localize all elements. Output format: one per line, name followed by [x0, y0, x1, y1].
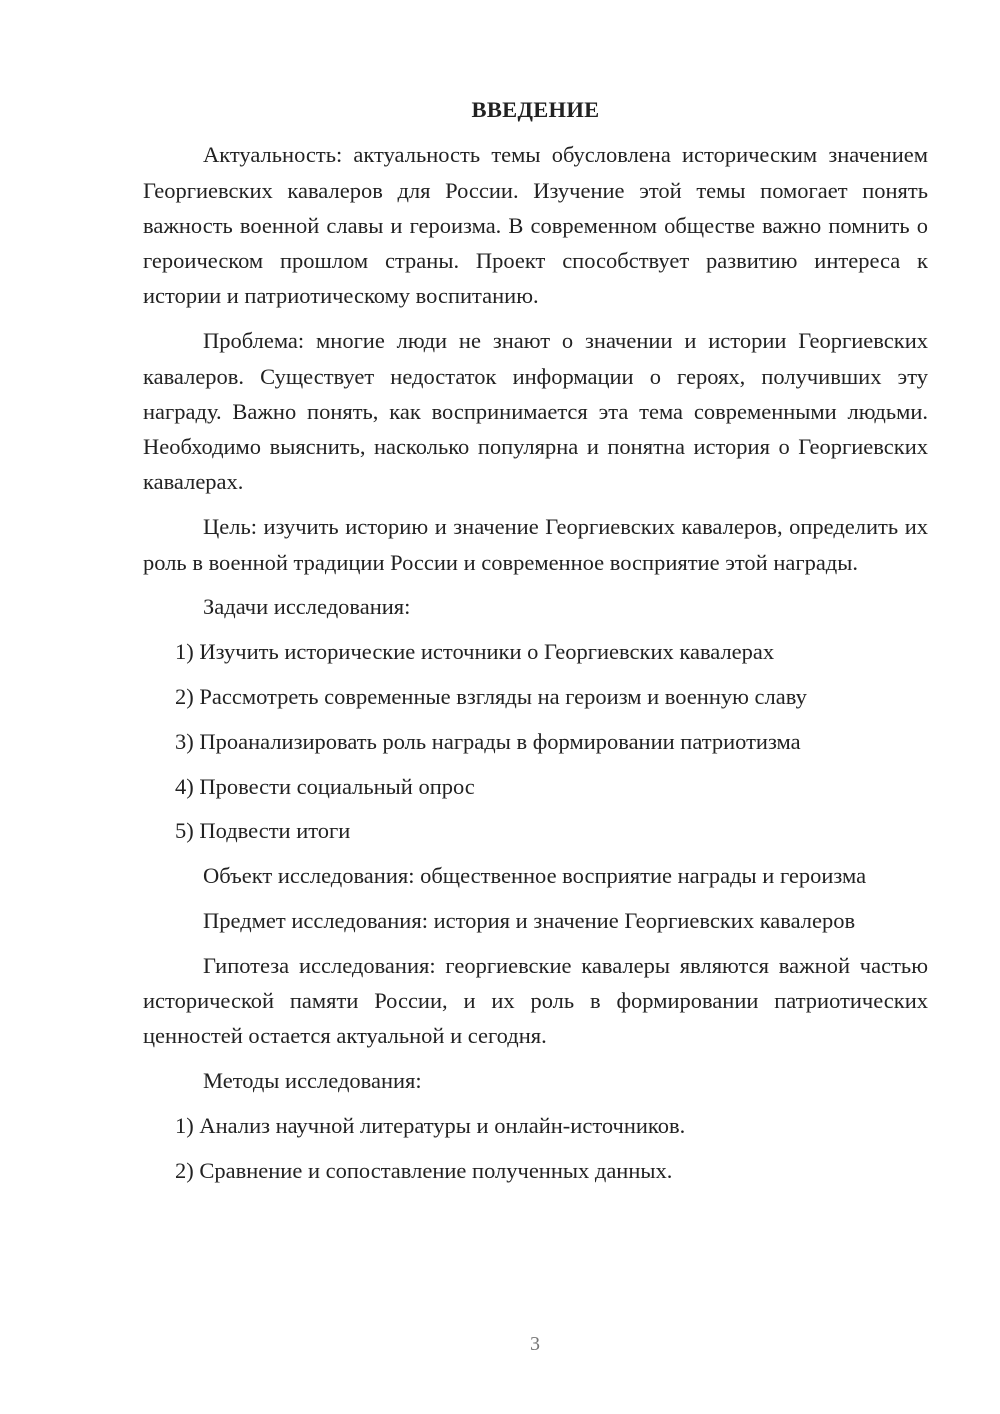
task-item-3: 3) Проанализировать роль награды в формировании патриотизма — [175, 728, 801, 754]
methods-list — [143, 1108, 928, 1188]
hypothesis-paragraph: Гипотеза исследования: георгиевские кавалеры являются важной частью исторической памяти России, и их роль в формировании патриотических ценностей остается актуальной и сегодня. — [143, 952, 928, 1049]
subject-paragraph: Предмет исследования: история и значение Георгиевских кавалеров — [203, 907, 856, 933]
relevance-paragraph: Актуальность: актуальность темы обусловлена историческим значением Георгиевских кавалеров для России. Изучение этой темы помогает понять важность военной славы и героизма. В современном обществе важно помнить о героическом прошлом страны. Проект способствует развитию интереса к истории и патриотическому воспитанию. — [143, 142, 928, 309]
task-item-5: 5) Подвести итоги — [175, 818, 351, 844]
goal-paragraph: Цель: изучить историю и значение Георгиевских кавалеров, определить их роль в военной традиции России и современное восприятие этой награды. — [143, 514, 928, 575]
methods-heading: Методы исследования: — [203, 1068, 422, 1094]
task-item-2: 2) Рассмотреть современные взгляды на героизм и военную славу — [175, 683, 807, 709]
problem-paragraph: Проблема: многие люди не знают о значении и истории Георгиевских кавалеров. Существует недостаток информации о героях, получивших эту награду. Важно понять, как воспринимается эта тема современными людьми. Необходимо выяснить, насколько популярна и понятна история о Георгиевских кавалерах. — [143, 328, 928, 495]
task-item-4: 4) Провести социальный опрос — [175, 773, 475, 799]
method-item-2: 2) Сравнение и сопоставление полученных данных. — [175, 1157, 673, 1183]
method-item-1: 1) Анализ научной литературы и онлайн-источников. — [175, 1112, 686, 1138]
object-paragraph: Объект исследования: общественное восприятие награды и героизма — [203, 863, 867, 889]
tasks-heading: Задачи исследования: — [203, 594, 411, 620]
task-item-1: 1) Изучить исторические источники о Георгиевских кавалерах — [175, 639, 775, 665]
page-content — [143, 92, 928, 1198]
page-title: ВВЕДЕНИЕ — [471, 97, 600, 122]
page-number: 3 — [530, 1333, 540, 1355]
tasks-list — [143, 634, 928, 848]
